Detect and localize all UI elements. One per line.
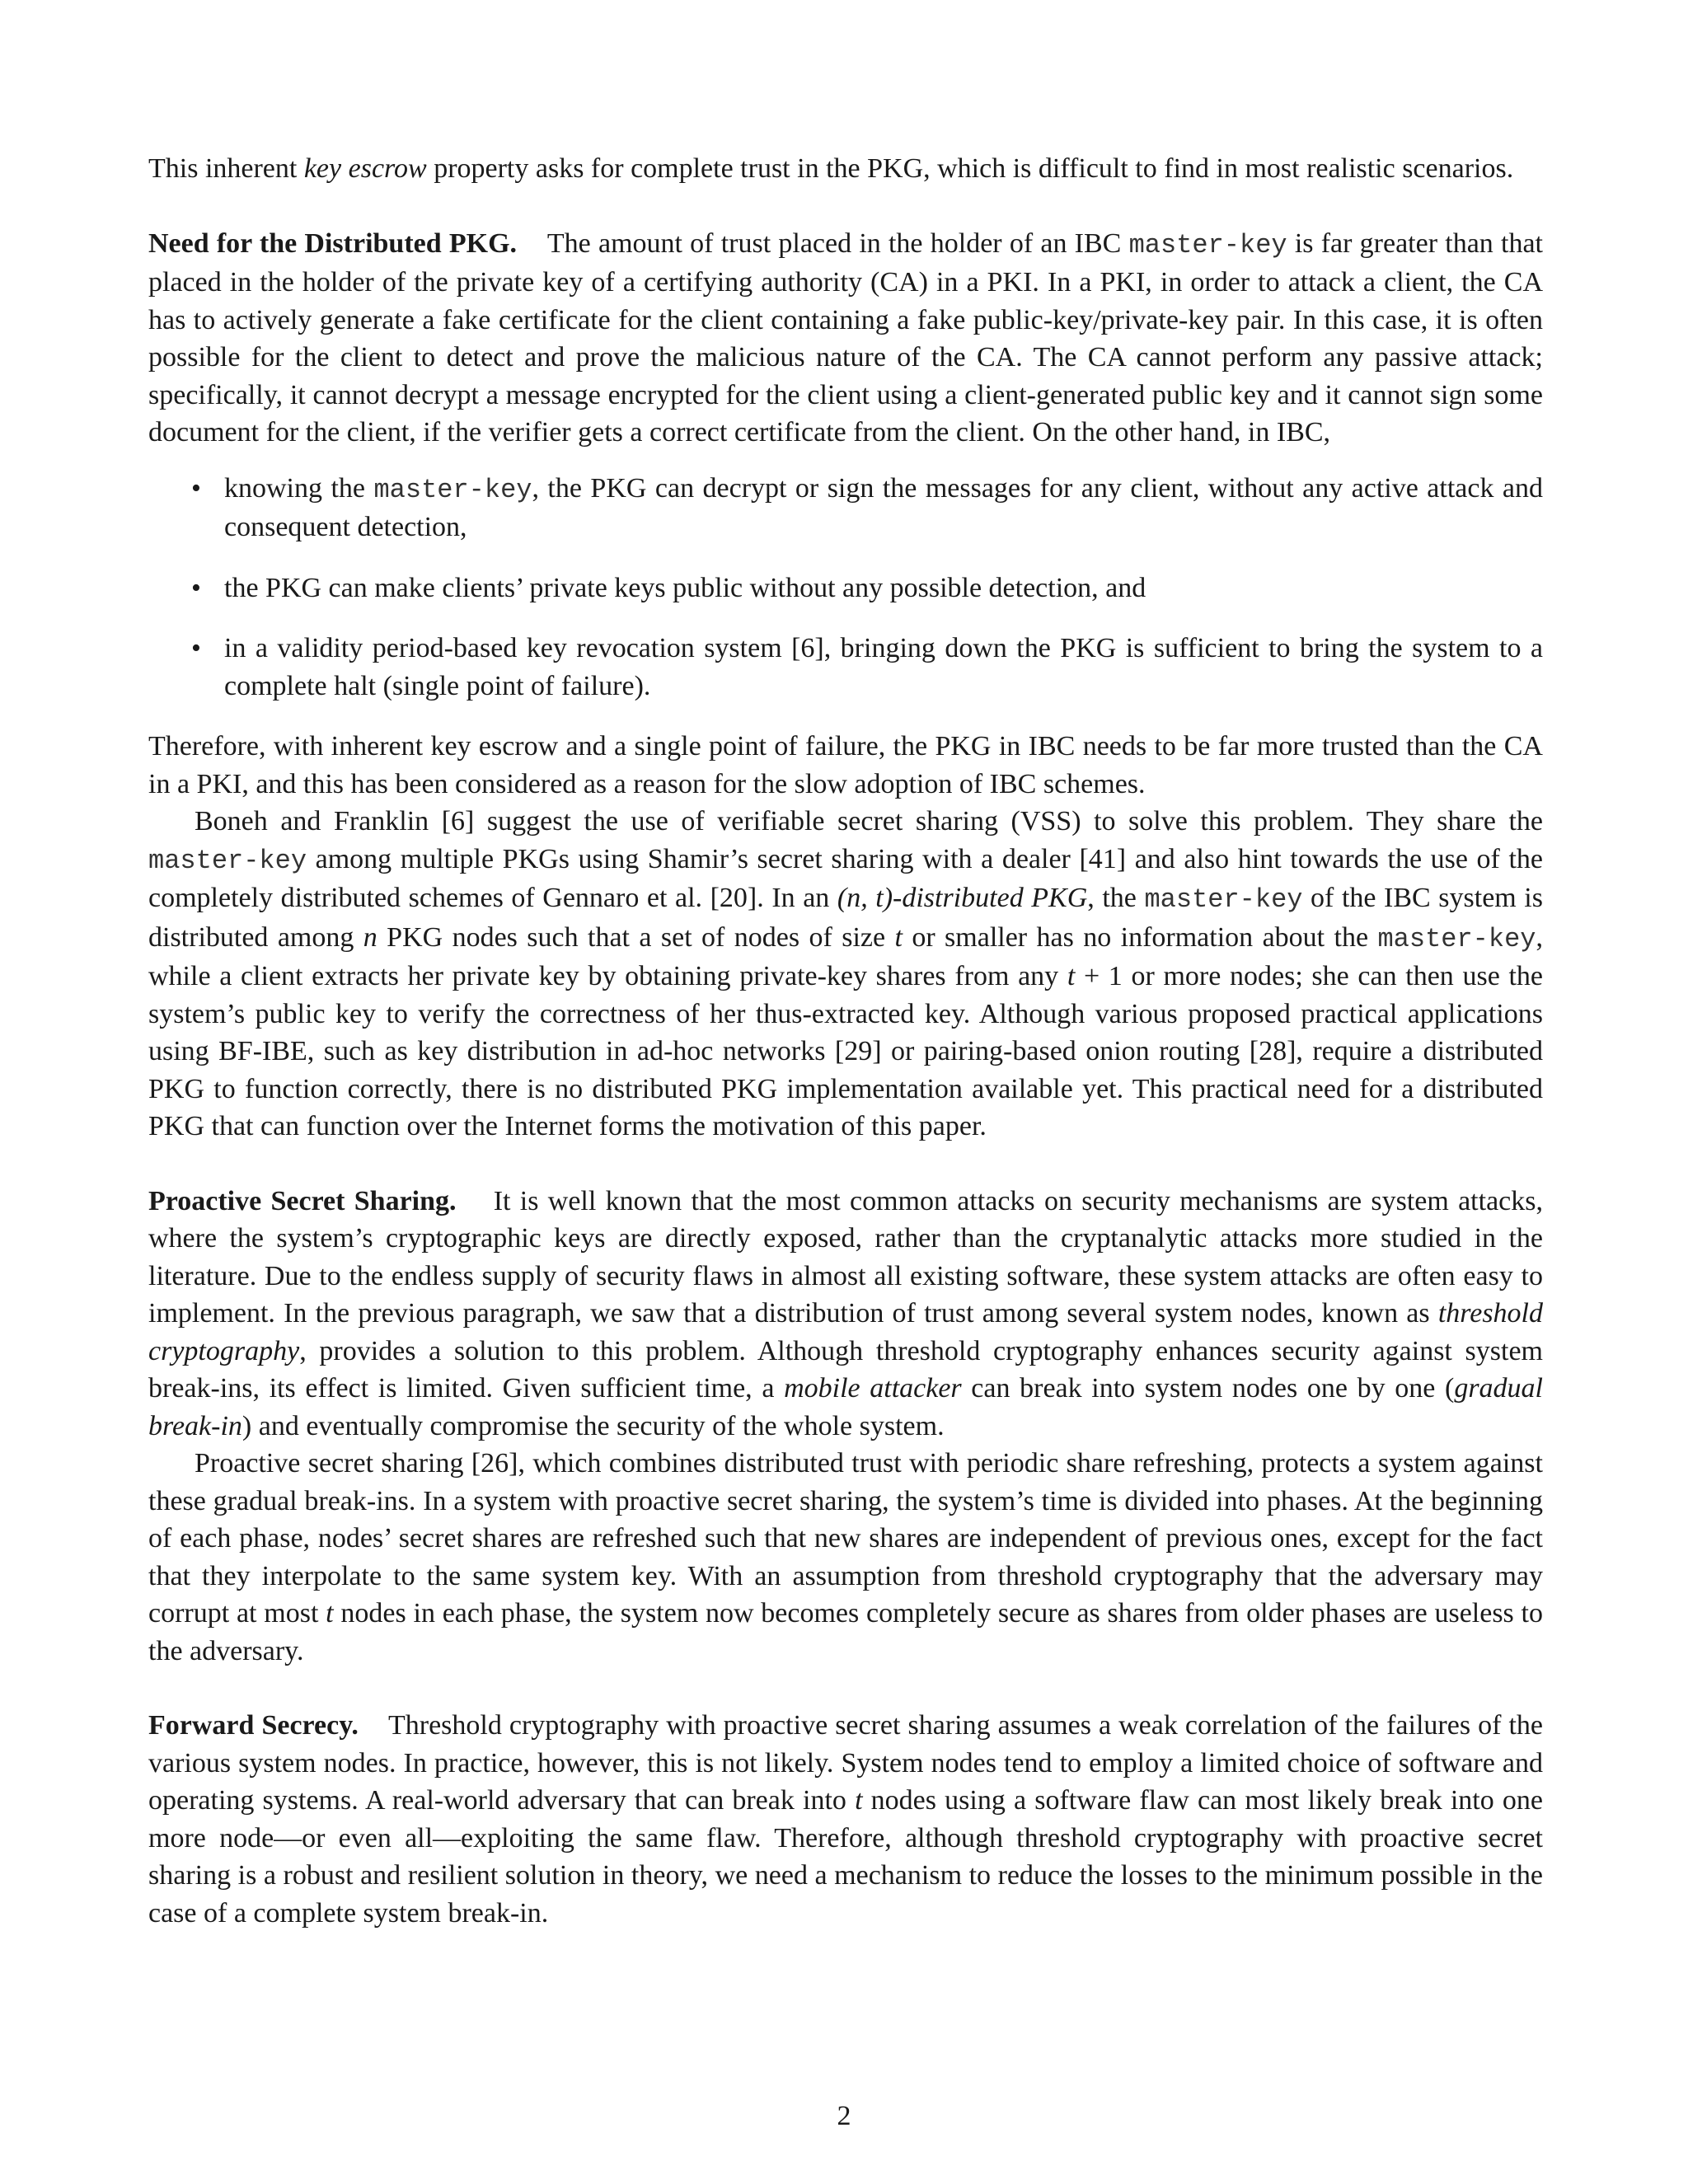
- paragraph-proactive: [148, 1445, 1543, 1670]
- text: or smaller has no information about the: [902, 921, 1378, 953]
- math-t: t: [1067, 961, 1076, 991]
- text: It is well known that the most common attacks on security mechanisms are system attacks, where the system’s cryptographic keys are directly exposed, rather than the cryptanalytic attacks more studied in the literature. Due to the endless supply of security flaws in almost all existing software, these system attacks are often easy to implement. In the previous paragraph, we saw that a distribution of trust among several system nodes, known as: [148, 1185, 1543, 1329]
- text: Threshold cryptography with proactive secret sharing assumes a weak correlation of the failures of the various system nodes. In practice, however, this is not likely. System nodes tend to employ a limited choice of software and operating systems. A real-world adversary that can break into: [148, 1710, 1543, 1816]
- text: + 1 or more nodes; she can then use the system’s public key to verify the correctness of her thus-extracted key. Although various proposed practical applications using BF-IBE, such as key distribution in ad-hoc networks [29] or pairing-based onion routing [28], require a distributed PKG to function correctly, there is no distributed PKG implementation available yet. This practical need for a distributed PKG that can function over the Internet forms the motivation of this paper.: [148, 961, 1544, 1141]
- math-t: t: [855, 1785, 863, 1816]
- text: can break into system nodes one by one (: [961, 1373, 1455, 1404]
- text: Boneh and Franklin [6] suggest the use of verifiable secret sharing (VSS) to solve this problem. They share the: [195, 806, 1543, 837]
- list-item: [224, 630, 1543, 705]
- text: , while a client extracts her private key by obtaining private-key shares from any: [148, 921, 1543, 991]
- text: This inherent: [148, 153, 304, 184]
- paragraph-vss: [148, 803, 1543, 1146]
- emphasis-mobile-attacker: mobile attacker: [784, 1373, 962, 1404]
- text: nodes in each phase, the system now becomes completely secure as shares from older phases are useless to the adversary.: [148, 1598, 1544, 1666]
- emphasis-gradual-break-in: gradual break-in: [148, 1373, 1543, 1441]
- code-master-key: master-key: [148, 845, 307, 876]
- section-heading: Need for the Distributed PKG.: [148, 227, 518, 259]
- section-heading: Forward Secrecy.: [148, 1710, 359, 1741]
- text: , the PKG can decrypt or sign the messages for any client, without any active attack and consequent detection,: [224, 472, 1544, 542]
- section-forward-secrecy: [148, 1707, 1543, 1932]
- page-number: 2: [837, 2101, 851, 2131]
- section-proactive-secret-sharing: [148, 1183, 1543, 1446]
- text: Proactive secret sharing [26], which combines distributed trust with periodic share refreshing, protects a system against these gradual break-ins. In a system with proactive secret sharing, the system’s time is divided into phases. At the beginning of each phase, nodes’ secret shares are refreshed such that new shares are independent of previous ones, except for the fact that they interpolate to the same system key. With an assumption from threshold cryptography that the adversary may corrupt at most: [148, 1448, 1543, 1629]
- emphasis-key-escrow: key escrow: [303, 153, 427, 184]
- math-t: t: [894, 921, 903, 953]
- list-item: [224, 470, 1543, 546]
- text: property asks for complete trust in the PKG, which is difficult to find in most realistic scenarios.: [426, 153, 1514, 184]
- code-master-key: master-key: [1377, 923, 1536, 954]
- text: among multiple PKGs using Shamir’s secret sharing with a dealer [41] and also hint towards the use of the completely distributed schemes of Gennaro et al. [20]. In an: [148, 843, 1543, 913]
- bullet-list: [148, 470, 1543, 705]
- text: knowing the: [224, 472, 374, 504]
- emphasis-distributed-pkg: (n, t)-distributed PKG: [837, 883, 1088, 913]
- code-master-key: master-key: [1144, 884, 1303, 915]
- text: nodes using a software flaw can most likely break into one more node—or even all—exploiting the same flaw. Therefore, although threshold cryptography with proactive secret sharing is a robust and resilient solution in theory, we need a mechanism to reduce the losses to the minimum possible in the case of a complete system break-in.: [148, 1785, 1543, 1929]
- math-t: t: [326, 1598, 334, 1629]
- emphasis-threshold-cryptography: threshold cryptography: [148, 1298, 1543, 1366]
- page-body: [148, 150, 1543, 1932]
- text: of the IBC system is distributed among: [148, 883, 1543, 953]
- text: PKG nodes such that a set of nodes of size: [377, 921, 895, 953]
- section-need-distributed-pkg: [148, 225, 1543, 452]
- text: The amount of trust placed in the holder of an IBC: [546, 227, 1129, 259]
- paragraph: Therefore, with inherent key escrow and a single point of failure, the PKG in IBC needs to be far more trusted than the CA in a PKI, and this has been considered as a reason for the slow adoption of IBC schemes.: [148, 731, 1543, 799]
- text: ) and eventually compromise the security of the whole system.: [241, 1410, 945, 1441]
- math-n: n: [363, 921, 377, 953]
- text: , the: [1087, 883, 1145, 913]
- text: is far greater than that placed in the holder of the private key of a certifying authority (CA) in a PKI. In a PKI, in order to attack a client, the CA has to actively generate a fake certificate for the client containing a fake public-key/private-key pair. In this case, it is often possible for the client to detect and prove the malicious nature of the CA. The CA cannot perform any passive attack; specifically, it cannot decrypt a message encrypted for the client using a client-generated public key and it cannot sign some document for the client, if the verifier gets a correct certificate from the client. On the other hand, in IBC,: [148, 227, 1543, 448]
- code-master-key: master-key: [1128, 229, 1287, 260]
- section-heading: Proactive Secret Sharing.: [148, 1185, 457, 1216]
- text: , provides a solution to this problem. Although threshold cryptography enhances security against system break-ins, its effect is limited. Given sufficient time, a: [148, 1335, 1543, 1404]
- intro-paragraph: [148, 150, 1543, 188]
- list-item: [224, 569, 1543, 607]
- text: the PKG can make clients’ private keys public without any possible detection, and: [224, 572, 1146, 603]
- code-master-key: master-key: [373, 474, 532, 505]
- text: in a validity period-based key revocation system [6], bringing down the PKG is sufficient to bring the system to a complete halt (single point of failure).: [224, 633, 1543, 701]
